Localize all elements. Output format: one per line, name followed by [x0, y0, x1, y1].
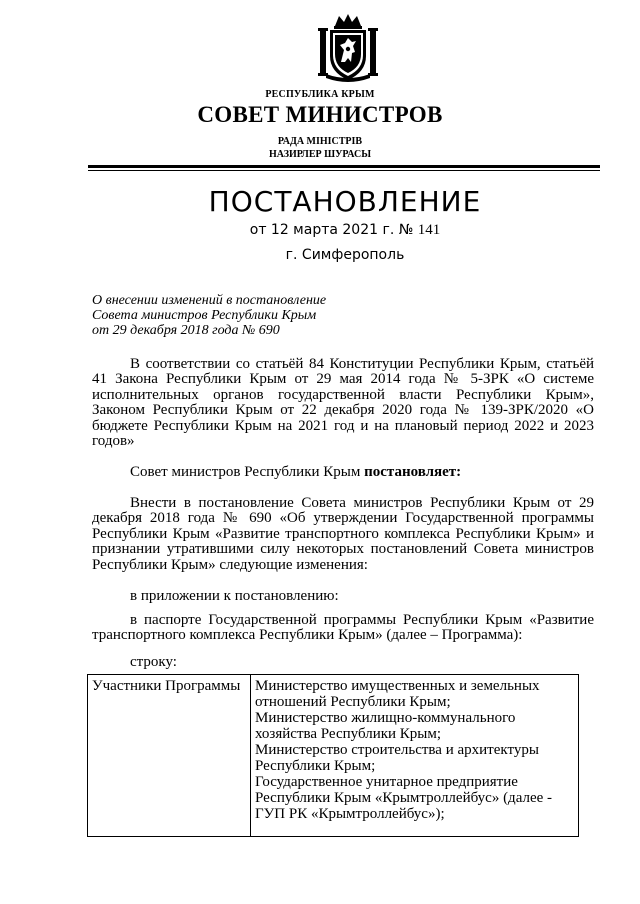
resolution-subject: Совет министров Республики Крым [130, 464, 361, 480]
preamble-paragraph: В соответствии со статьёй 84 Конституции Республики Крым, статьёй 41 Закона Республики Крым от 29 мая 2014 года № 5-ЗРК «О системе исполнительных органов государственной власти Республики Крым», Законом Республики Крым от 22 декабря 2020 года № 139-ЗРК/2020 «О бюджете Республики Крым на 2021 год и на плановый период 2022 и 2023 годов» [92, 356, 594, 450]
subject-line: О внесении изменений в постановление [92, 293, 327, 308]
row-paragraph: строку: [130, 654, 177, 670]
program-participants-table [87, 674, 579, 837]
council-name-crimean-tatar: НАЗИРЛЕР ШУРАСЫ [268, 149, 372, 160]
decree-subject [92, 293, 326, 338]
participant-line: отношений Республики Крым; [255, 694, 451, 710]
council-name-ukrainian: РАДА МІНІСТРІВ [277, 136, 363, 147]
participant-line: Министерство жилищно-коммунального [255, 710, 516, 726]
participant-line: Республики Крым; [255, 758, 376, 774]
decree-dateline [0, 222, 640, 239]
republic-name: РЕСПУБЛИКА КРЫМ [265, 89, 375, 100]
table-cell-participants [255, 678, 573, 822]
participant-line: хозяйства Республики Крым; [255, 726, 442, 742]
participant-line: ГУП РК «Крымтроллейбус»); [255, 806, 445, 822]
amendment-paragraph: Внести в постановление Совета министров Республики Крым от 29 декабря 2018 года № 690 «Об утверждении Государственной программы Республики Крым «Развитие транспортного комплекса Республики Крым» и признании утратившими силу некоторых постановлений Совета министров Республики Крым» следующие изменения: [92, 495, 594, 573]
decree-city: г. Симферополь [285, 247, 405, 263]
passport-paragraph: в паспорте Государственной программы Республики Крым «Развитие транспортного комплекса Республики Крым» (далее – Программа): [92, 612, 594, 644]
resolution-paragraph [92, 465, 594, 480]
resolution-verb: постановляет: [364, 464, 462, 480]
council-name: СОВЕТ МИНИСТРОВ [197, 102, 443, 127]
crimea-coat-of-arms-icon [317, 12, 379, 84]
table-cell-label: Участники Программы [92, 678, 241, 694]
subject-line: Совета министров Республики Крым [92, 308, 317, 323]
header-rule-thick [88, 165, 600, 168]
decree-date: от 12 марта 2021 г. № [249, 222, 414, 238]
participant-line: Республики Крым «Крымтроллейбус» (далее - [255, 790, 553, 806]
decree-title: ПОСТАНОВЛЕНИЕ [208, 185, 482, 218]
table-column-divider [250, 675, 251, 836]
decree-number: 141 [417, 222, 441, 238]
subject-line: от 29 декабря 2018 года № 690 [92, 323, 280, 338]
appendix-paragraph: в приложении к постановлению: [130, 588, 339, 604]
header-rule-thin [88, 170, 600, 171]
participant-line: Министерство имущественных и земельных [255, 678, 540, 694]
participant-line: Государственное унитарное предприятие [255, 774, 518, 790]
participant-line: Министерство строительства и архитектуры [255, 742, 539, 758]
